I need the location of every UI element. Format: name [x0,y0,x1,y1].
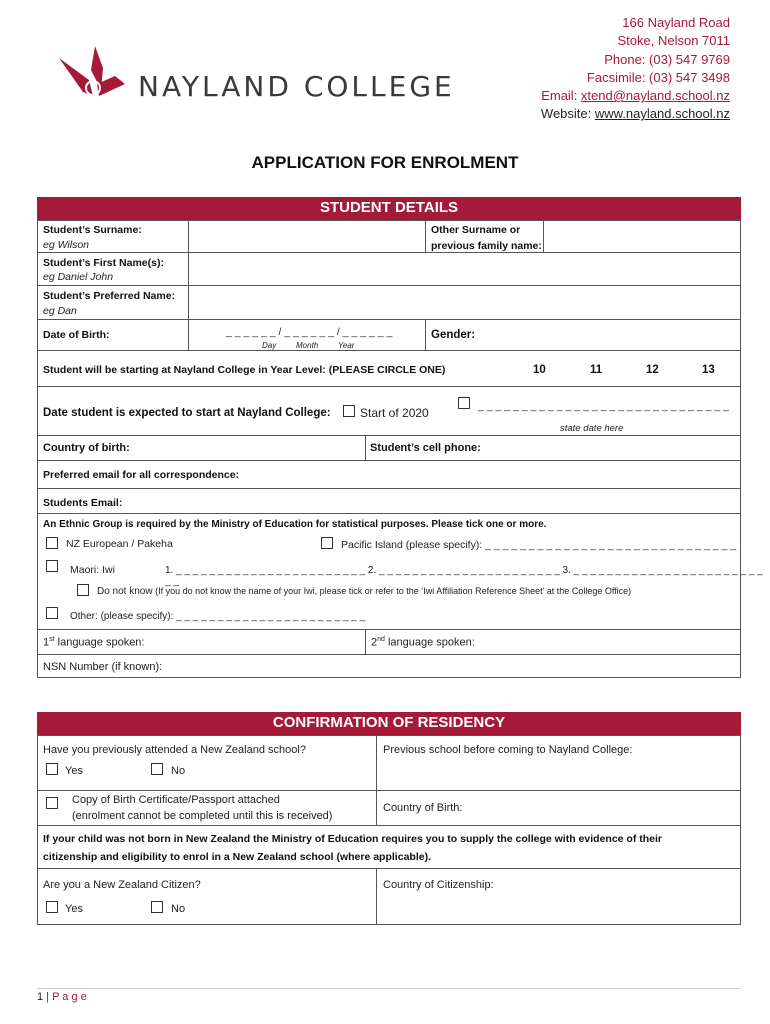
surname-input[interactable] [188,220,426,253]
notice-line-2: citizenship and eligibility to enrol in a New Zealand school (where applicable). [43,851,431,863]
year-level-option[interactable]: 12 [646,364,659,376]
start-of-2020-label: Start of 2020 [360,406,429,420]
citizen-yes-label: Yes [65,903,83,915]
residency-heading: CONFIRMATION OF RESIDENCY [37,712,741,735]
year-level-option[interactable]: 10 [533,364,546,376]
second-language-label[interactable]: 2nd language spoken: [371,636,475,649]
fern-logo-icon [55,40,135,110]
country-of-birth-label: Country of birth: [43,442,130,454]
first-names-input[interactable] [188,253,741,286]
first-language-label[interactable]: 1st language spoken: [43,636,145,649]
prev-nz-no-label: No [171,765,186,777]
page-number: 1 | P a g e [37,991,87,1003]
nsn-label[interactable]: NSN Number (if known): [43,661,163,673]
prev-nz-school-question: Have you previously attended a New Zealand school? [43,744,306,756]
prev-nz-yes-label: Yes [65,765,83,777]
surname-label: Student’s Surname: [43,224,142,236]
other-surname-input[interactable] [543,220,741,253]
other-surname-label-2: previous family name: [431,240,542,252]
dont-know-line: Do not know (If you do not know the name of your Iwi, please tick or refer to the ‘Iwi Affiliation Reference Sheet’ at the College Office) [97,586,632,597]
preferred-name-example: eg Dan [43,305,77,317]
citizen-no-label: No [171,903,186,915]
cell-phone-label: Student’s cell phone: [370,442,481,454]
birth-cert-note: (enrolment cannot be completed until this is received) [72,810,333,822]
college-name: NAYLAND COLLEGE [138,70,455,103]
website-line: Website: www.nayland.school.nz [540,106,730,122]
gender-label: Gender: [431,329,476,341]
start-date-label: Date student is expected to start at Nayland College: [43,407,331,419]
ethnic-note: An Ethnic Group is required by the Ministry of Education for statistical purposes. Please tick one or more. [43,519,547,530]
year-level-option[interactable]: 13 [702,364,715,376]
fax-line: Facsimile: (03) 547 3498 [586,69,730,85]
country-of-birth-residency-label[interactable]: Country of Birth: [383,802,463,814]
preferred-name-label: Student’s Preferred Name: [43,290,176,302]
nz-european-checkbox[interactable] [46,537,58,549]
citizen-no-checkbox[interactable] [151,901,163,913]
divider [376,869,377,925]
address-line: Stoke, Nelson 7011 [617,33,730,49]
address-line: 166 Nayland Road [622,15,730,30]
other-ethnic-label: Other: (please specify): _ _ _ _ _ _ _ _ _ _ _ _ _ _ _ _ _ _ _ _ _ _ _ [70,611,366,622]
dob-month: Month [296,341,319,350]
start-date-hint: state date here [560,423,624,434]
first-names-label: Student’s First Name(s): [43,257,164,269]
preferred-name-input[interactable] [188,286,741,320]
email-link[interactable]: xtend@nayland.school.nz [580,88,730,104]
preferred-email-label: Preferred email for all correspondence: [43,469,240,481]
notice-line-1: If your child was not born in New Zealand the Ministry of Education requires you to supply the college with evidence of their [43,833,662,845]
maori-label: Maori: Iwi [70,564,115,576]
citizen-yes-checkbox[interactable] [46,901,58,913]
form-title: APPLICATION FOR ENROLMENT [251,153,519,172]
birth-cert-label: Copy of Birth Certificate/Passport attached [72,794,280,806]
other-ethnic-checkbox[interactable] [46,607,58,619]
pacific-checkbox[interactable] [321,537,333,549]
gender-input[interactable] [500,320,741,351]
email-line: Email: xtend@nayland.school.nz [541,88,730,104]
dob-label: Date of Birth: [43,329,110,341]
surname-example: eg Wilson [43,239,90,251]
year-level-option[interactable]: 11 [590,364,603,376]
prev-nz-no-checkbox[interactable] [151,763,163,775]
birth-cert-checkbox[interactable] [46,797,58,809]
divider [365,436,366,461]
start-of-2020-checkbox[interactable] [343,405,355,417]
students-email-label: Students Email: [43,497,123,509]
country-of-citizenship-label[interactable]: Country of Citizenship: [383,879,494,891]
pacific-label: Pacific Island (please specify): _ _ _ _ _ _ _ _ _ _ _ _ _ _ _ _ _ _ _ _ _ _ _ _ _ _ _ _ _ [341,539,737,551]
dob-pattern: _ _ _ _ _ _ / _ _ _ _ _ _ / _ _ _ _ _ _ [226,326,393,338]
custom-start-input[interactable]: _ _ _ _ _ _ _ _ _ _ _ _ _ _ _ _ _ _ _ _ _ _ _ _ _ _ _ _ _ [478,400,730,412]
students-email-row[interactable] [37,489,741,514]
nz-citizen-question: Are you a New Zealand Citizen? [43,879,201,891]
iwi-inputs[interactable]: 1. _ _ _ _ _ _ _ _ _ _ _ _ _ _ _ _ _ _ _ _ _ _ _ 2. _ _ _ _ _ _ _ _ _ _ _ _ _ _ _ _ _ _ _ _ _ _ 3. _ _ _ _ _ _ _ _ _ _ _ _ _ _ _ _ _ _ _ _ _ _ _ _ _ [165,565,763,587]
dont-know-checkbox[interactable] [77,584,89,596]
dob-day: Day [262,341,277,350]
website-link[interactable]: www.nayland.school.nz [594,106,730,122]
divider [365,629,366,655]
nz-european-label: NZ European / Pakeha [66,538,173,550]
student-details-heading: STUDENT DETAILS [37,197,741,220]
first-names-example: eg Daniel John [43,271,114,283]
year-level-label: Student will be starting at Nayland College in Year Level: (PLEASE CIRCLE ONE) [43,364,446,376]
contact-address [541,14,730,124]
prev-nz-yes-checkbox[interactable] [46,763,58,775]
maori-checkbox[interactable] [46,560,58,572]
footer-divider [37,988,741,989]
custom-start-checkbox[interactable] [458,397,470,409]
dob-year: Year [338,341,355,350]
other-surname-label: Other Surname or [431,224,521,236]
previous-school-label[interactable]: Previous school before coming to Nayland College: [383,744,633,756]
phone-line: Phone: (03) 547 9769 [604,51,730,67]
college-logo [55,40,135,110]
